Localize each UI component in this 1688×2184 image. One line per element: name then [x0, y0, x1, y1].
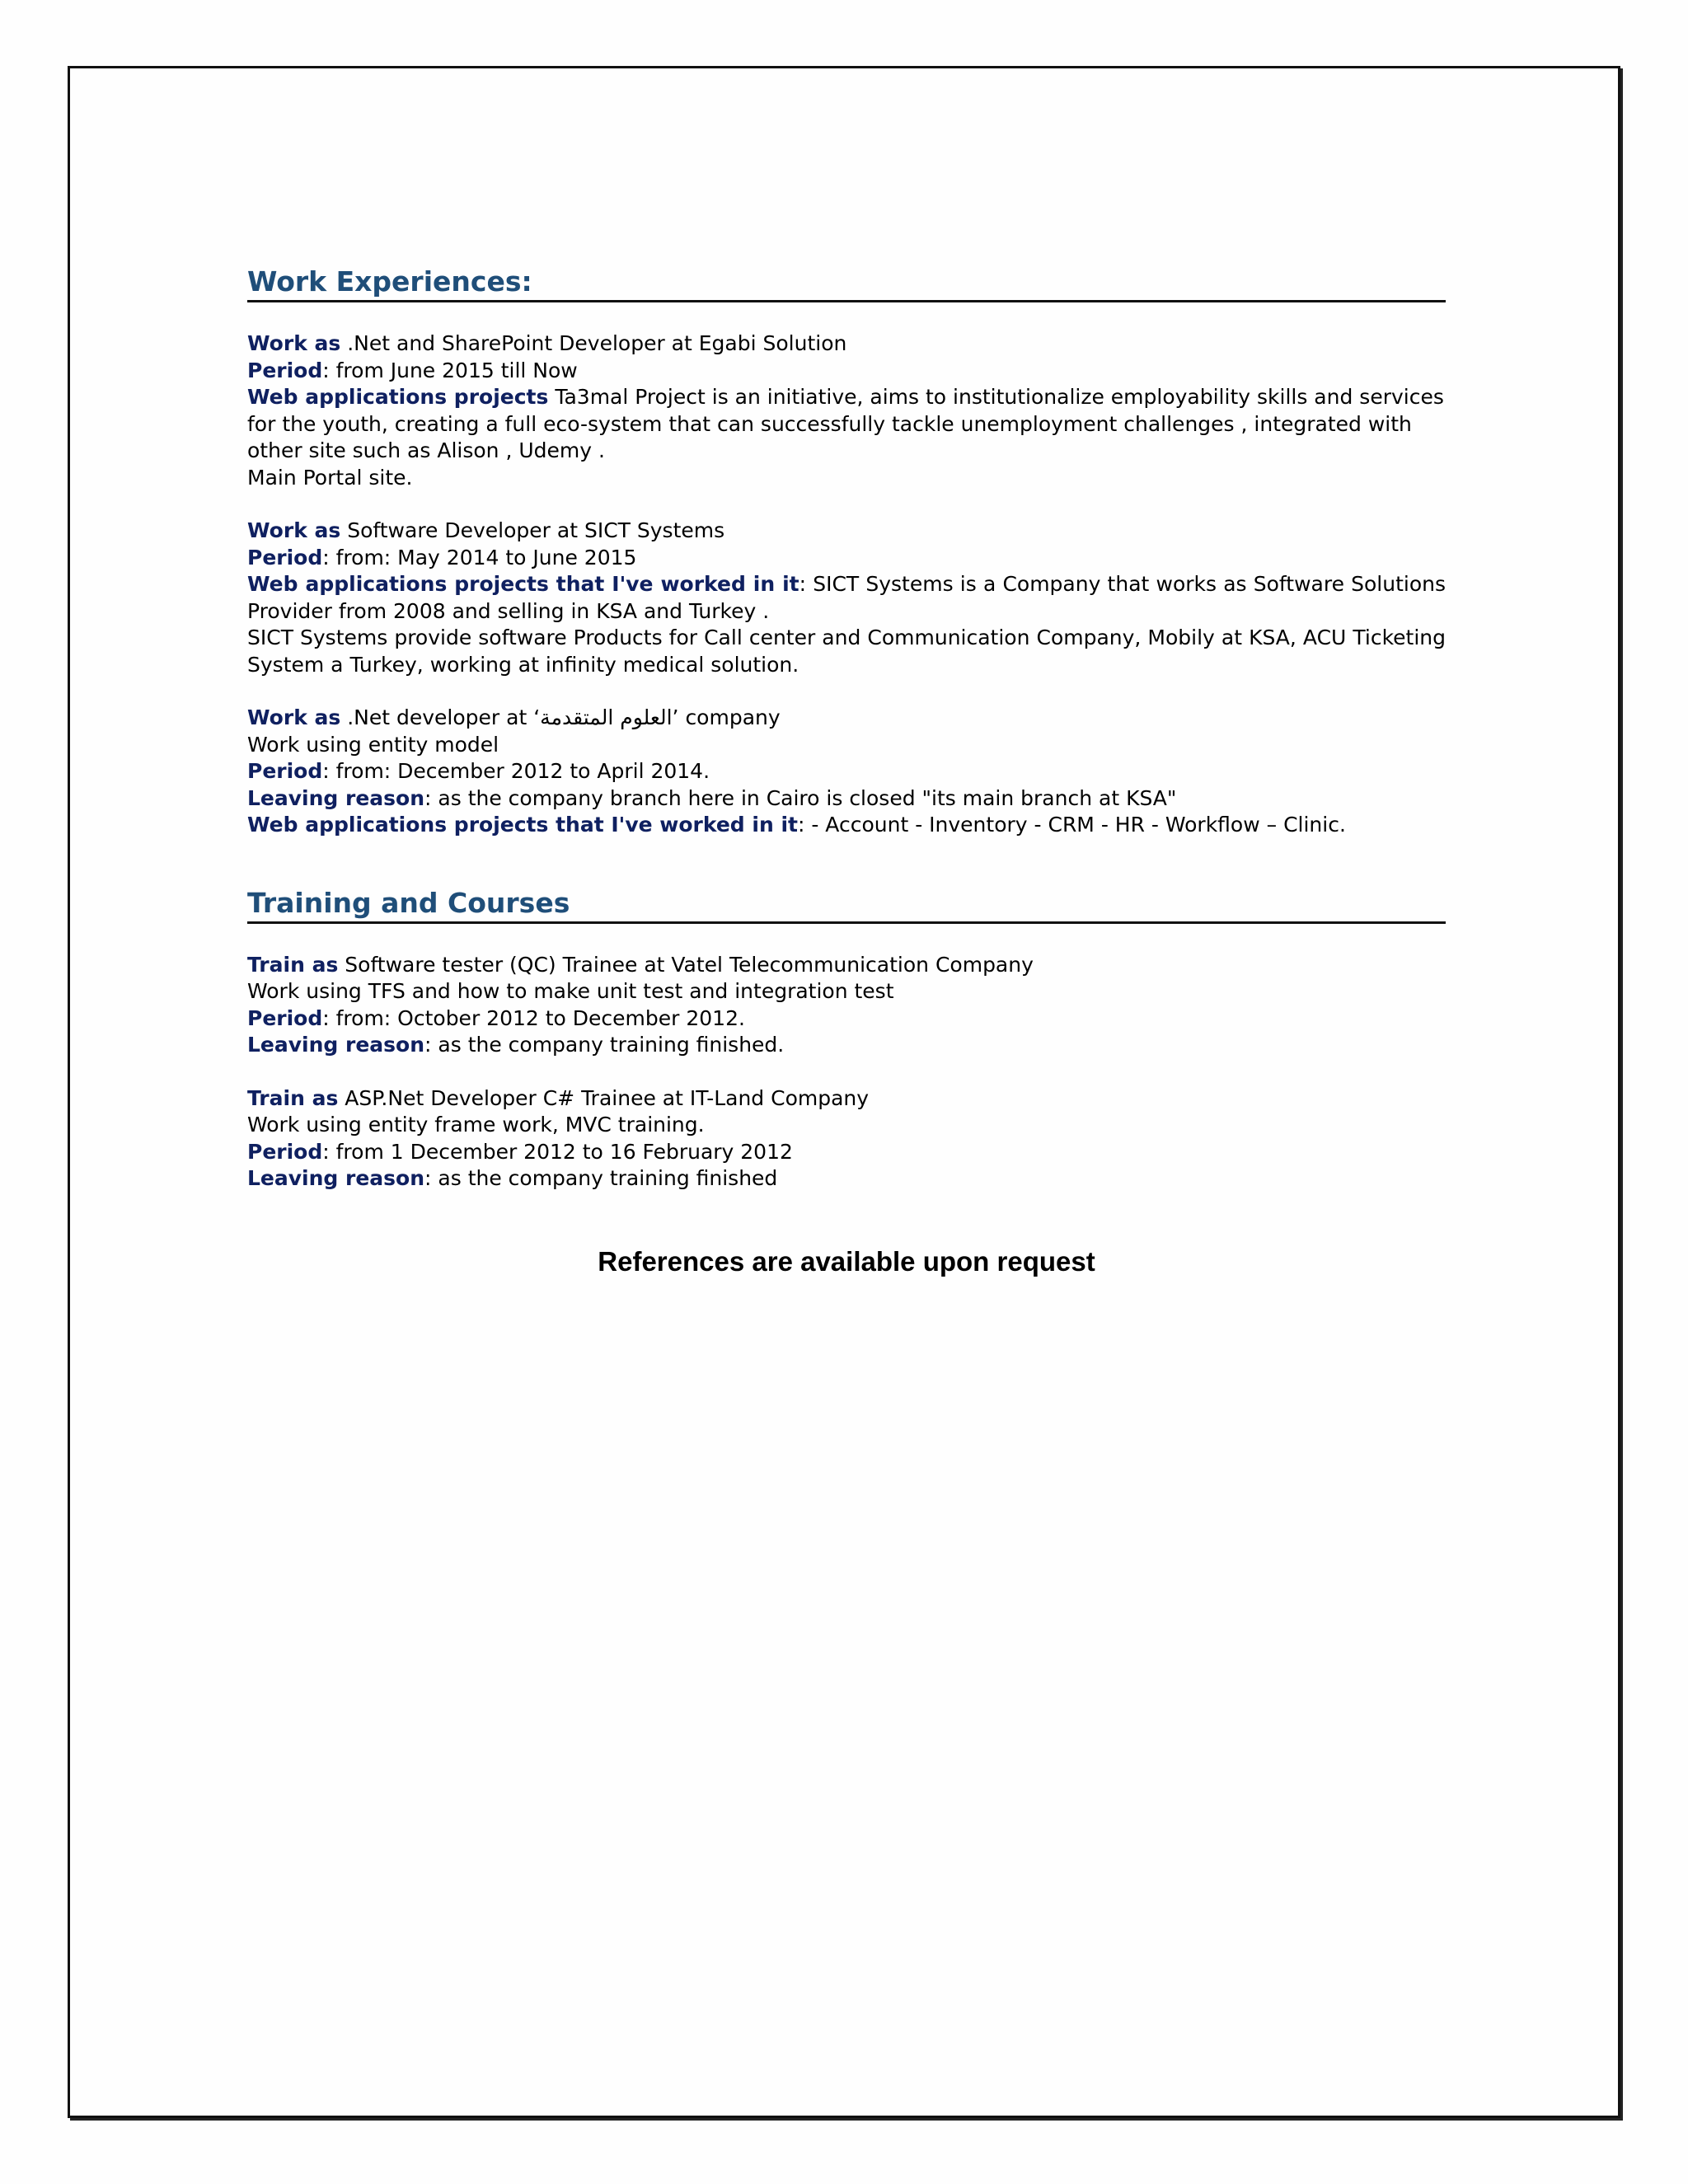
period-label: Period — [247, 1139, 323, 1164]
train-label: Train as — [247, 1085, 339, 1110]
period-text: : from 1 December 2012 to 16 February 2012 — [322, 1139, 793, 1164]
training-entry — [247, 1085, 1446, 1193]
job-entry — [247, 330, 1446, 491]
job-extra-line: SICT Systems provide software Products for Call center and Communication Company, Mobily at KSA, ACU Ticketing System a Turkey, working at infinity medical solution. — [247, 626, 1446, 677]
job-projects-line — [247, 571, 1446, 625]
job-entry — [247, 705, 1446, 839]
job-period-line — [247, 545, 1446, 572]
role-label: Work as — [247, 518, 341, 542]
period-label: Period — [247, 1005, 323, 1030]
role-text: Software Developer at SICT Systems — [340, 518, 725, 542]
job-entry — [247, 518, 1446, 678]
period-text: : from: October 2012 to December 2012. — [322, 1005, 745, 1030]
job-extra-line: Main Portal site. — [247, 465, 413, 490]
job-period-line — [247, 758, 1446, 785]
job-leaving-line — [247, 785, 1446, 813]
job-detail-line: Work using entity model — [247, 732, 499, 757]
period-text: : from June 2015 till Now — [322, 358, 578, 382]
period-text: : from: December 2012 to April 2014. — [322, 759, 710, 783]
training-detail-line: Work using entity frame work, MVC training. — [247, 1113, 705, 1137]
projects-text: : SICT Systems is a Company that works as Software Solutions Provider from 2008 and selling in KSA and Turkey . — [247, 572, 1446, 623]
projects-label: Web applications projects — [247, 385, 549, 409]
role-text: .Net and SharePoint Developer at Egabi Solution — [340, 331, 847, 355]
training-entry — [247, 952, 1446, 1059]
leaving-text: : as the company training finished — [424, 1166, 778, 1190]
training-period-line — [247, 1139, 1446, 1166]
projects-text: Ta3mal Project is an initiative, aims to institutionalize employability skills and services for the youth, creating a full eco-system that can successfully tackle unemployment challenges , integrated with other site such as Alison , Udemy . — [247, 385, 1444, 462]
training-period-line — [247, 1005, 1446, 1033]
leaving-label: Leaving reason — [247, 1166, 425, 1190]
leaving-text: : as the company branch here in Cairo is closed "its main branch at KSA" — [424, 785, 1177, 810]
leaving-text: : as the company training finished. — [424, 1033, 785, 1057]
projects-label: Web applications projects that I've worked in it — [247, 813, 798, 837]
job-projects-line — [247, 384, 1446, 465]
role-text: .Net developer at ‘العلوم المتقدمة’ company — [340, 705, 781, 729]
period-label: Period — [247, 759, 323, 783]
references-note: References are available upon request — [598, 1246, 1095, 1277]
train-text: Software tester (QC) Trainee at Vatel Telecommunication Company — [338, 952, 1034, 977]
role-label: Work as — [247, 705, 341, 729]
job-role-line — [247, 330, 1446, 358]
training-role-line — [247, 1085, 1446, 1113]
projects-label: Web applications projects that I've worked in it — [247, 572, 799, 596]
training-leaving-line — [247, 1032, 1446, 1059]
training-detail-line: Work using TFS and how to make unit test and integration test — [247, 979, 894, 1003]
period-label: Period — [247, 545, 323, 569]
leaving-label: Leaving reason — [247, 785, 425, 810]
job-projects-line — [247, 812, 1446, 839]
period-text: : from: May 2014 to June 2015 — [322, 545, 637, 569]
work-experiences-heading: Work Experiences: — [247, 265, 1446, 302]
job-role-line — [247, 518, 1446, 545]
projects-text: : - Account - Inventory - CRM - HR - Workflow – Clinic. — [797, 813, 1346, 837]
period-label: Period — [247, 358, 323, 382]
job-role-line — [247, 705, 1446, 732]
training-leaving-line — [247, 1165, 1446, 1193]
job-period-line — [247, 358, 1446, 385]
training-role-line — [247, 952, 1446, 979]
train-label: Train as — [247, 952, 339, 977]
resume-page-content — [247, 265, 1446, 1193]
train-text: ASP.Net Developer C# Trainee at IT-Land Company — [338, 1085, 870, 1110]
leaving-label: Leaving reason — [247, 1033, 425, 1057]
training-courses-heading: Training and Courses — [247, 887, 1446, 924]
role-label: Work as — [247, 331, 341, 355]
